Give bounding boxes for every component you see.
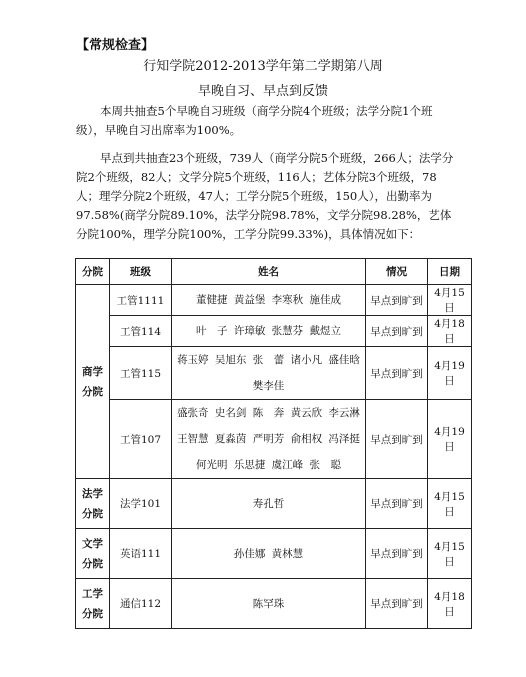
status-cell: 早点到旷到: [366, 285, 428, 316]
date-cell: 4月18日: [428, 579, 472, 629]
date-cell: 4月15日: [428, 479, 472, 529]
status-cell: 早点到旷到: [366, 347, 428, 400]
table-row: [76, 400, 472, 479]
dept-label-line: 文学: [82, 537, 103, 550]
names-cell: [172, 479, 366, 529]
summary-paragraph-2: [76, 149, 456, 244]
names-cell: [172, 400, 366, 479]
col-header-date: 日期: [428, 259, 472, 285]
table-row: [76, 479, 472, 529]
names-line: 王智慧 夏淼茵 严明芳 俞相权 冯泽挺: [177, 433, 360, 445]
section-tag: 【常规检查】: [76, 38, 155, 53]
date-cell: 4月19日: [428, 347, 472, 400]
dept-label-line: 分院: [82, 507, 103, 520]
document-title: 行知学院2012-2013学年第二学期第八周: [143, 59, 383, 74]
table-row: [76, 529, 472, 579]
names-cell: [172, 579, 366, 629]
dept-cell: [76, 529, 110, 579]
date-cell: 4月15日: [428, 529, 472, 579]
date-cell: 4月18日: [428, 316, 472, 347]
names-line: 陈罕珠: [252, 597, 285, 610]
names-line: 董健捷 黄益堡 李寒秋 施佳成: [195, 294, 341, 306]
status-cell: 早点到旷到: [366, 400, 428, 479]
class-cell: 英语111: [110, 529, 172, 579]
names-cell: [172, 529, 366, 579]
summary-paragraph-1: [76, 102, 456, 140]
status-cell: 早点到旷到: [366, 316, 428, 347]
names-line: 蒋玉婷 吴旭东 张 蕾 诸小凡 盛佳晗: [177, 354, 360, 366]
dept-label-line: 法学: [82, 487, 103, 500]
col-header-names: 姓名: [172, 259, 366, 285]
names-cell: [172, 285, 366, 316]
table-row: [76, 316, 472, 347]
dept-cell: [76, 479, 110, 529]
date-cell: 4月19日: [428, 400, 472, 479]
class-cell: 法学101: [110, 479, 172, 529]
col-header-status: 情况: [366, 259, 428, 285]
class-cell: 工管114: [110, 316, 172, 347]
table-header-row: [76, 259, 472, 285]
status-cell: 早点到旷到: [366, 479, 428, 529]
names-line: 寿孔哲: [252, 497, 285, 510]
dept-label-line: 商学: [82, 365, 103, 378]
dept-label-line: 工学: [82, 587, 103, 600]
table-row: [76, 285, 472, 316]
names-cell: [172, 347, 366, 400]
names-line: 盛张奇 史名剑 陈 奔 黄云欣 李云淋: [177, 407, 360, 419]
status-cell: 早点到旷到: [366, 529, 428, 579]
dept-cell: [76, 285, 110, 479]
names-line: 何光明 乐思捷 虞江峰 张 聪: [195, 459, 341, 471]
dept-label-line: 分院: [82, 557, 103, 570]
status-cell: 早点到旷到: [366, 579, 428, 629]
attendance-table: [75, 258, 472, 629]
col-header-dept: 分院: [76, 259, 110, 285]
summary-paragraph-1-text: 本周共抽查5个早晚自习班级（商学分院4个班级；法学分院1个班级），早晚自习出席率为100%。: [76, 104, 433, 137]
dept-label-line: 分院: [82, 607, 103, 620]
names-line: 孙佳娜 黄林慧: [233, 547, 304, 560]
class-cell: 工管115: [110, 347, 172, 400]
class-cell: 通信112: [110, 579, 172, 629]
col-header-class: 班级: [110, 259, 172, 285]
names-line: 樊李佳: [252, 380, 285, 392]
document-subtitle: 早晚自习、早点到反馈: [197, 84, 328, 99]
class-cell: 工管107: [110, 400, 172, 479]
dept-cell: [76, 579, 110, 629]
class-cell: 工管1111: [110, 285, 172, 316]
names-cell: [172, 316, 366, 347]
table-row: [76, 579, 472, 629]
date-cell: 4月15日: [428, 285, 472, 316]
table-row: [76, 347, 472, 400]
dept-label-line: 分院: [82, 385, 103, 398]
summary-paragraph-2-text: 早点到共抽查23个班级，739人（商学分院5个班级，266人；法学分院2个班级，82人；文学分院5个班级，116人；艺体分院3个班级，78人；理学分院2个班级，47人；工学分院5个班级，150人），出勤率为97.58%(商学分院89.10%，法学分院98.78%，文学分院98.28%，艺体分院100%，理学分院100%，工学分院99.33%)，具体情况如下：: [76, 151, 454, 241]
names-line: 叶 子 许璋敏 张慧芬 戴煜立: [195, 325, 341, 337]
table-body: [76, 285, 472, 629]
